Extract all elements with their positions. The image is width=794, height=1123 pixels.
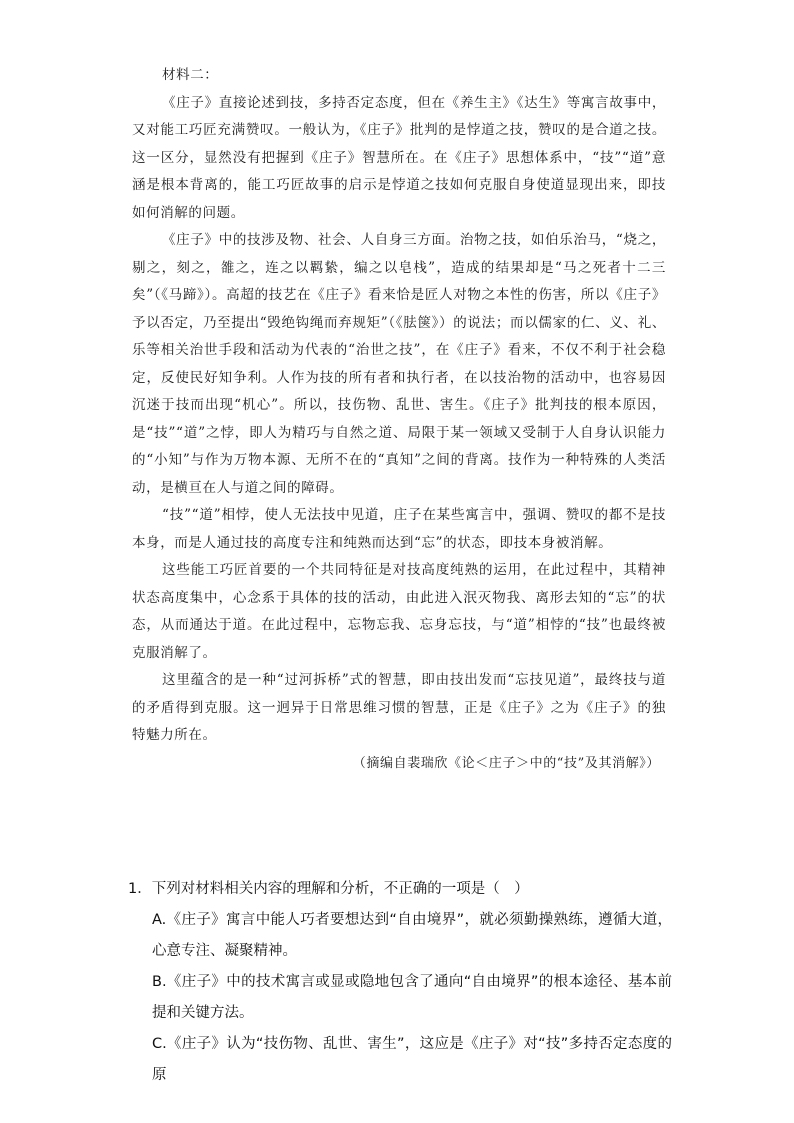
material-paragraph-1: 《庄子》直接论述到技，多持否定态度，但在《养生主》《达生》等寓言故事中，又对能工巧匠充满赞叹。一般认为，《庄子》批判的是悖道之技，赞叹的是合道之技。这一区分，显然没有把握到《庄子》智慧所在。在《庄子》思想体系中，“技”“道”意涵是根本背离的，能工巧匠故事的启示是悖道之技如何克服自身使道显现出来，即技如何消解的问题。 [132,94,666,221]
question-option-b: B.《庄子》中的技术寓言或显或隐地包含了通向“自由境界”的根本途径、基本前提和关键方法。 [152,974,672,1021]
material-paragraph-4: 这些能工巧匠首要的一个共同特征是对技高度纯熟的运用，在此过程中，其精神状态高度集中，心念系于具体的技的活动，由此进入泯灭物我、离形去知的“忘”的状态，从而通达于道。在此过程中，忘物忘我、忘身忘技，与“道”相悖的“技”也最终被克服消解了。 [132,562,666,661]
material-paragraph-2: 《庄子》中的技涉及物、社会、人自身三方面。治物之技，如伯乐治马，“烧之，剔之，刻之，雒之，连之以羁絷，编之以皂栈”，造成的结果却是“马之死者十二三矣”（《马蹄》）。高超的技艺在《庄子》看来恰是匠人对物之本性的伤害，所以《庄子》予以否定，乃至提出“毁绝钩绳而弃规矩”（《胠箧》）的说法；而以儒家的仁、义、礼、乐等相关治世手段和活动为代表的“治世之技”，在《庄子》看来，不仅不利于社会稳定，反使民好知争利。人作为技的所有者和执行者，在以技治物的活动中，也容易因沉迷于技而出现“机心”。所以，技伤物、乱世、害生。《庄子》批判技的根本原因，是“技”“道”之悖，即人为精巧与自然之道、局限于某一领域又受制于人自身认识能力的“小知”与作为万物本源、无所不在的“真知”之间的背离。技作为一种特殊的人类活动，是横亘在人与道之间的障碍。 [132,232,666,496]
material-paragraph-5: 这里蕴含的是一种“过河拆桥”式的智慧，即由技出发而“忘技见道”，最终技与道的矛盾得到克服。这一迥异于日常思维习惯的智慧，正是《庄子》之为《庄子》的独特魅力所在。 [132,672,666,743]
material-heading: 材料二： [162,67,219,83]
question-option-c: C.《庄子》认为“技伤物、乱世、害生”，这应是《庄子》对“技”多持否定态度的原 [152,1036,672,1083]
material-paragraph-3: “技”“道”相悖，使人无法技中见道，庄子在某些寓言中，强调、赞叹的都不是技本身，而是人通过技的高度专注和纯熟而达到“忘”的状态，即技本身被消解。 [132,507,666,551]
question-option-a: A.《庄子》寓言中能人巧者要想达到“自由境界”，就必须勤操熟练，遵循大道，心意专注、凝聚精神。 [152,912,672,959]
reading-material [132,62,666,777]
question-stem: 1．下列对材料相关内容的理解和分析，不正确的一项是（ ） [128,881,529,897]
question-1 [128,874,672,1091]
material-source-citation: （摘编自裴瑞欣《论＜庄子＞中的“技”及其消解》） [352,755,660,771]
